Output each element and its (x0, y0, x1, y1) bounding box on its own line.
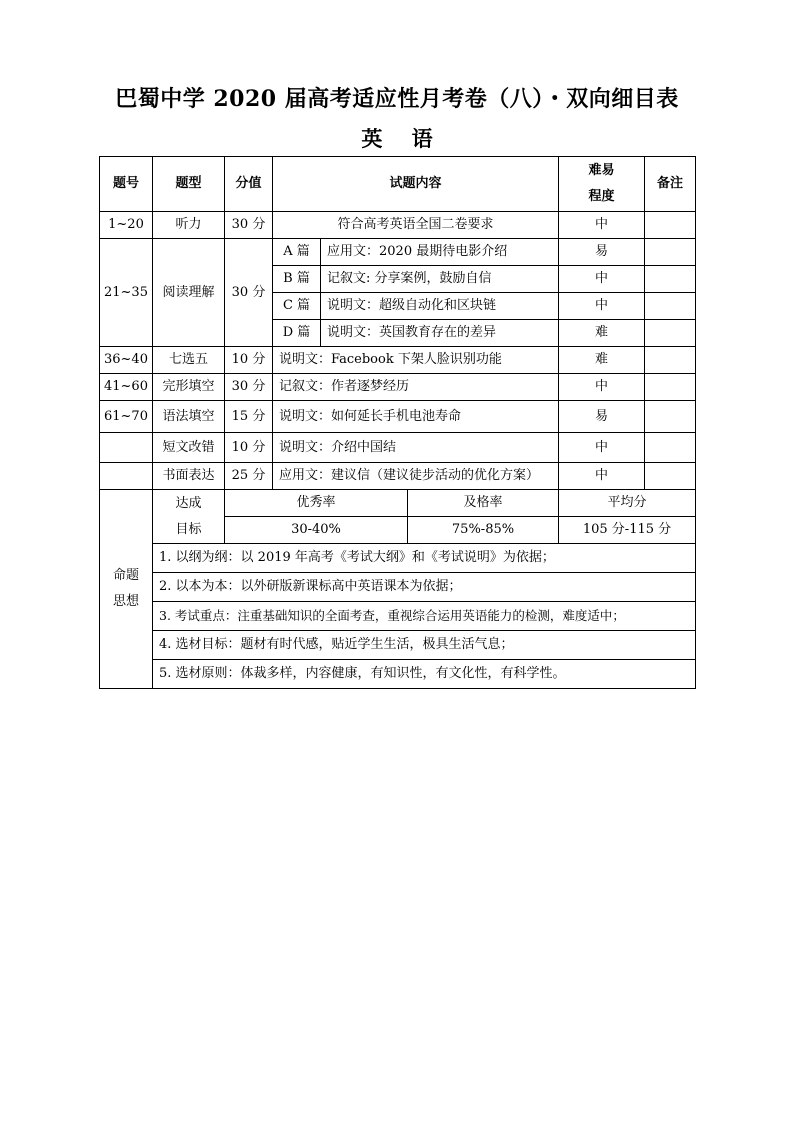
cloze-score: 30 分 (225, 374, 273, 401)
grammar-content: 说明文：如何延长手机电池寿命 (273, 401, 559, 433)
reading-passage-remark (645, 320, 696, 347)
reading-num: 21~35 (100, 239, 153, 347)
target-value-excellent: 30-40% (225, 517, 408, 544)
correction-remark (645, 433, 696, 463)
table-row-reading-a (100, 239, 696, 266)
reading-passage-remark (645, 293, 696, 320)
subject-title: 英 语 (361, 126, 433, 151)
table-row-principle (100, 602, 696, 631)
reading-passage-label: C 篇 (273, 293, 321, 320)
principle-text: 4. 选材目标：题材有时代感，贴近学生生活，极具生活气息； (153, 631, 696, 660)
table-row-principle (100, 631, 696, 660)
listening-content: 符合高考英语全国二卷要求 (273, 212, 559, 239)
seven-five-num: 36~40 (100, 347, 153, 374)
listening-score: 30 分 (225, 212, 273, 239)
reading-type: 阅读理解 (153, 239, 225, 347)
page-title: 巴蜀中学 2020 届高考适应性月考卷（八）・双向细目表 (115, 86, 679, 112)
header-type: 题型 (153, 157, 225, 212)
grammar-num: 61~70 (100, 401, 153, 433)
header-difficulty (559, 157, 645, 212)
listening-num: 1~20 (100, 212, 153, 239)
header-num: 题号 (100, 157, 153, 212)
seven-five-content: 说明文：Facebook 下架人脸识别功能 (273, 347, 559, 374)
principle-text: 1. 以纲为纲：以 2019 年高考《考试大纲》和《考试说明》为依据； (153, 544, 696, 573)
reading-passage-content: 应用文：2020 最期待电影介绍 (321, 239, 559, 266)
header-score: 分值 (225, 157, 273, 212)
reading-passage-remark (645, 266, 696, 293)
correction-score: 10 分 (225, 433, 273, 463)
design-label-line2: 思想 (112, 594, 139, 609)
table-row-principle (100, 573, 696, 602)
spec-table (99, 156, 696, 689)
table-row-grammar (100, 401, 696, 433)
reading-passage-difficulty: 难 (559, 320, 645, 347)
target-header-excellent: 优秀率 (225, 490, 408, 517)
writing-score: 25 分 (225, 463, 273, 490)
listening-type: 听力 (153, 212, 225, 239)
target-value-average: 105 分-115 分 (559, 517, 696, 544)
reading-passage-difficulty: 中 (559, 266, 645, 293)
reading-passage-label: B 篇 (273, 266, 321, 293)
principle-text: 5. 选材原则：体裁多样，内容健康，有知识性，有文化性，有科学性。 (153, 660, 696, 689)
reading-passage-label: D 篇 (273, 320, 321, 347)
reading-passage-difficulty: 中 (559, 293, 645, 320)
table-row-principle (100, 660, 696, 689)
cloze-content: 记叙文：作者逐梦经历 (273, 374, 559, 401)
grammar-score: 15 分 (225, 401, 273, 433)
seven-five-score: 10 分 (225, 347, 273, 374)
principle-text: 2. 以本为本：以外研版新课标高中英语课本为依据； (153, 573, 696, 602)
writing-content: 应用文：建议信（建议徒步活动的优化方案） (273, 463, 559, 490)
target-label (153, 490, 225, 544)
writing-difficulty: 中 (559, 463, 645, 490)
header-remark: 备注 (645, 157, 696, 212)
design-label-line1: 命题 (112, 568, 139, 583)
target-label-line1: 达成 (175, 495, 202, 511)
table-row-listening (100, 212, 696, 239)
target-value-pass: 75%-85% (408, 517, 559, 544)
reading-passage-label: A 篇 (273, 239, 321, 266)
correction-num (100, 433, 153, 463)
design-label (100, 490, 153, 689)
target-header-average: 平均分 (559, 490, 696, 517)
cloze-type: 完形填空 (153, 374, 225, 401)
cloze-num: 41~60 (100, 374, 153, 401)
table-row-seven-five (100, 347, 696, 374)
writing-type: 书面表达 (153, 463, 225, 490)
cloze-remark (645, 374, 696, 401)
table-row-cloze (100, 374, 696, 401)
listening-remark (645, 212, 696, 239)
reading-score: 30 分 (225, 239, 273, 347)
table-row-correction (100, 433, 696, 463)
table-row-writing (100, 463, 696, 490)
table-row-target-headers (100, 490, 696, 517)
reading-passage-difficulty: 易 (559, 239, 645, 266)
reading-passage-content: 记叙文: 分享案例，鼓励自信 (321, 266, 559, 293)
table-row-principle (100, 544, 696, 573)
principle-text: 3. 考试重点：注重基础知识的全面考查，重视综合运用英语能力的检测，难度适中； (153, 602, 696, 631)
header-row (100, 157, 696, 212)
listening-difficulty: 中 (559, 212, 645, 239)
reading-passage-content: 说明文：超级自动化和区块链 (321, 293, 559, 320)
cloze-difficulty: 中 (559, 374, 645, 401)
reading-passage-remark (645, 239, 696, 266)
grammar-remark (645, 401, 696, 433)
seven-five-remark (645, 347, 696, 374)
seven-five-type: 七选五 (153, 347, 225, 374)
correction-type: 短文改错 (153, 433, 225, 463)
correction-difficulty: 中 (559, 433, 645, 463)
writing-num (100, 463, 153, 490)
correction-content: 说明文：介绍中国结 (273, 433, 559, 463)
writing-remark (645, 463, 696, 490)
header-difficulty-line2: 程度 (588, 189, 615, 204)
grammar-type: 语法填空 (153, 401, 225, 433)
header-difficulty-line1: 难易 (588, 163, 615, 178)
target-label-line2: 目标 (175, 521, 202, 537)
grammar-difficulty: 易 (559, 401, 645, 433)
seven-five-difficulty: 难 (559, 347, 645, 374)
reading-passage-content: 说明文：英国教育存在的差异 (321, 320, 559, 347)
target-header-pass: 及格率 (408, 490, 559, 517)
header-content: 试题内容 (273, 157, 559, 212)
